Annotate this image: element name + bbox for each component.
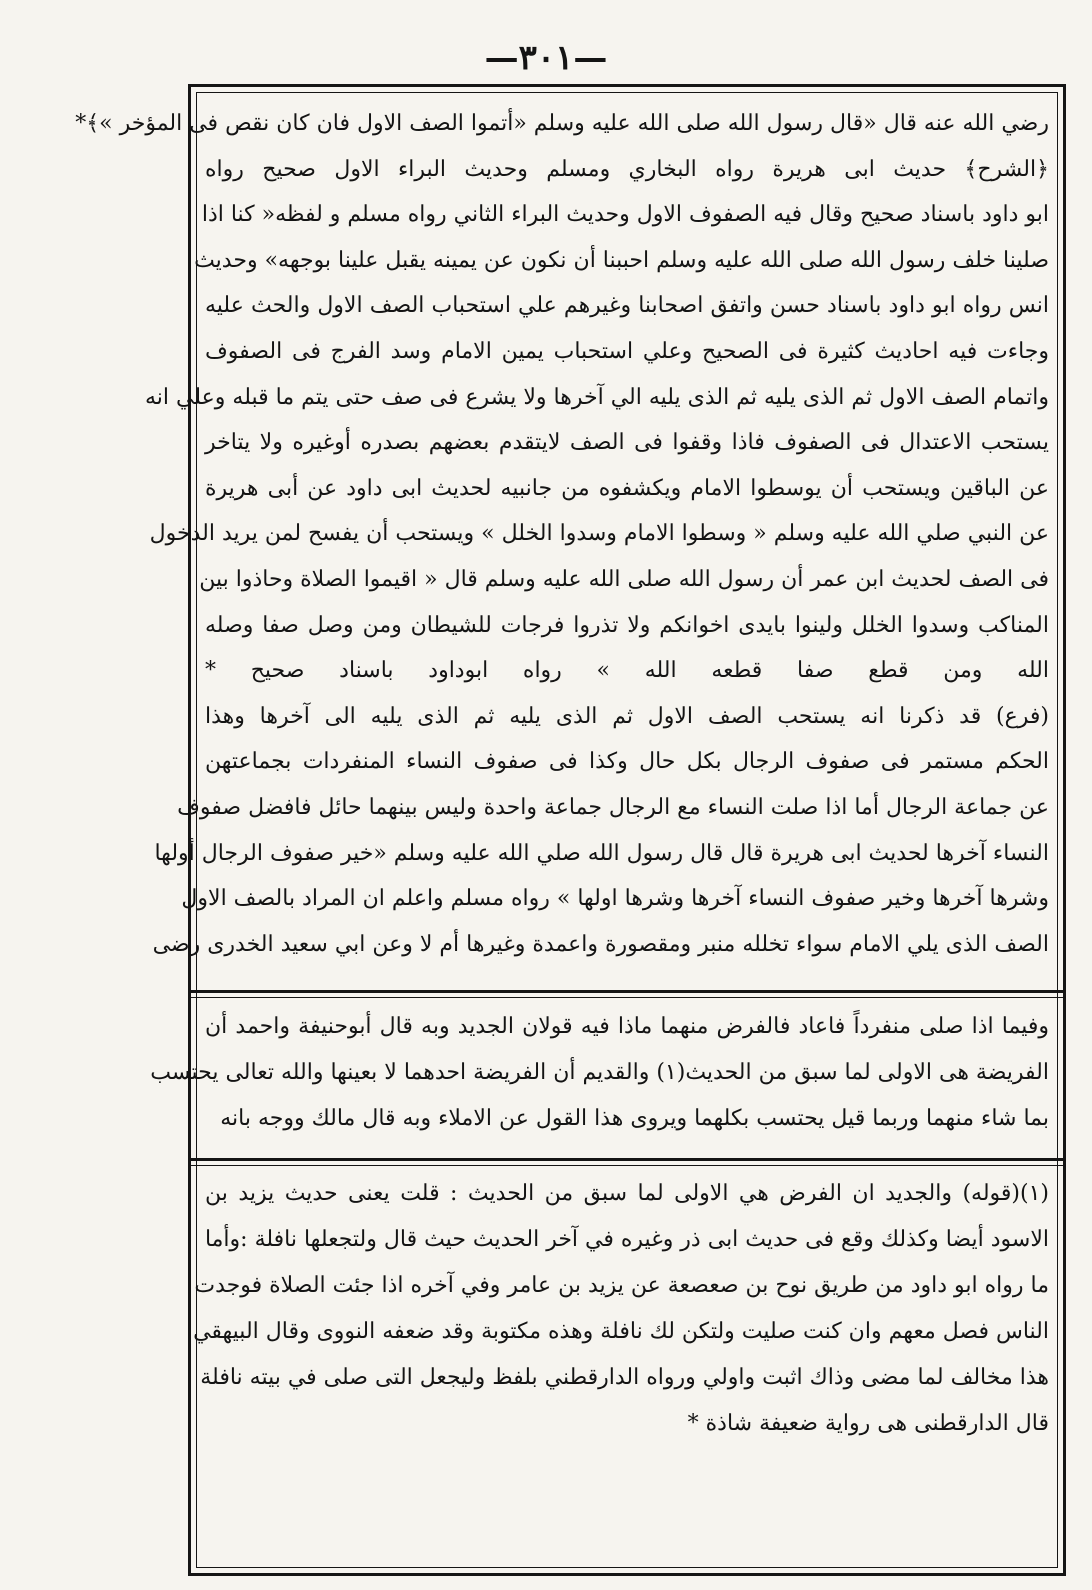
page-number: —٣٠١—	[484, 38, 608, 78]
main-text-line: يستحب الاعتدال فى الصفوف فاذا وقفوا فى الصف لايتقدم بعضهم بصدره أوغيره ولا يتاخر	[205, 430, 1049, 456]
main-text-line: (فرع) قد ذكرنا انه يستحب الصف الاول ثم الذى يليه ثم الذى يليه الى آخرها وهذا	[205, 703, 1049, 729]
footnote-line: (١)(قوله) والجديد ان الفرض هي الاولى لما سبق من الحديث : قلت يعنى حديث يزيد بن	[205, 1181, 1049, 1206]
footnote-line: الناس فصل معهم وان كنت صليت ولتكن لك نافلة وهذه مكتوبة وقد ضعفه النووى وقال البيهقي	[193, 1319, 1049, 1344]
main-text-line: واتمام الصف الاول ثم الذى يليه ثم الذى يليه الي آخرها ولا يشرع فى صف حتى يتم ما قبله وعلي انه	[145, 384, 1049, 410]
main-text-line: ابو داود باسناد صحيح وقال فيه الصفوف الاول وحديث البراء الثاني رواه مسلم و لفظه« كنا اذا	[201, 202, 1049, 228]
main-text-line: الصف الذى يلي الامام سواء تخلله منبر ومقصورة واعمدة وغيرها أم لا وعن ابي سعيد الخدرى رضى	[152, 931, 1049, 957]
main-text-line: عن جماعة الرجال أما اذا صلت النساء مع الرجال جماعة واحدة وليس بينهما حائل فافضل صفوف	[177, 795, 1049, 820]
main-text-line: وشرها آخرها وخير صفوف النساء آخرها وشرها اولها » رواه مسلم واعلم ان المراد بالصف الاول	[181, 886, 1049, 912]
main-text-line: عن النبي صلي الله عليه وسلم « وسطوا الامام وسدوا الخلل » ويستحب أن يفسح لمن يريد الدخول	[149, 521, 1049, 547]
main-text-line: عن الباقين ويستحب أن يوسطوا الامام ويكشفوه من جانبيه لحديث ابى داود عن أبى هريرة	[205, 475, 1049, 501]
page-frame	[75, 84, 1066, 1576]
main-text-line: صلينا خلف رسول الله صلى الله عليه وسلم احببنا أن نكون عن يمينه يقبل علينا بوجهه» وحديث	[194, 247, 1049, 273]
main-text-line: وجاءت فيه احاديث كثيرة فى الصحيح وعلي استحباب يمين الامام وسد الفرج فى الصفوف	[205, 339, 1049, 364]
main-text-line: فى الصف لحديث ابن عمر أن رسول الله صلى الله عليه وسلم قال « اقيموا الصلاة وحاذوا بين	[199, 567, 1049, 592]
middle-text-line: وفيما اذا صلى منفرداً فاعاد فالفرض منهما ماذا فيه قولان الجديد وبه قال أبوحنيفة واحمد أن	[205, 1014, 1049, 1039]
footnote-line: الاسود أيضا وكذلك وقع فى حديث ابى ذر وغيره في آخر الحديث حيث قال ولتجعلها نافلة :وأما	[204, 1227, 1049, 1252]
main-divider	[191, 990, 1063, 993]
main-text-line: الله ومن قطع صفا قطعه الله » رواه ابوداود باسناد صحيح *	[205, 658, 1049, 684]
main-text-line: رضي الله عنه قال «قال رسول الله صلى الله عليه وسلم «أتموا الصف الاول فان كان نقص فى المؤخر »﴾*	[75, 111, 1049, 136]
main-text-line: المناكب وسدوا الخلل ولينوا بايدى اخوانكم ولا تذروا فرجات للشيطان ومن وصل صفا وصله	[205, 612, 1049, 638]
main-text-line: انس رواه ابو داود باسناد حسن واتفق اصحابنا وغيرهم علي استحباب الصف الاول والحث عليه	[205, 293, 1049, 319]
main-text-line: الحكم مستمر فى صفوف الرجال بكل حال وكذا فى صفوف النساء المنفردات بجماعتهن	[205, 749, 1049, 775]
main-text-line: ﴿الشرح﴾ حديث ابى هريرة رواه البخاري ومسلم وحديث البراء الاول صحيح رواه	[205, 156, 1049, 182]
main-text-line: النساء آخرها لحديث ابى هريرة قال قال رسول الله صلي الله عليه وسلم «خير صفوف الرجال أولها	[154, 840, 1049, 866]
main-divider-thin	[191, 997, 1063, 998]
footnote-line: ما رواه ابو داود من طريق نوح بن صعصعة عن يزيد بن عامر وفي آخره اذا جئت الصلاة فوجدت	[194, 1273, 1049, 1298]
footnote-divider-thin	[191, 1165, 1063, 1166]
footnote-divider	[191, 1158, 1063, 1161]
middle-text-line: بما شاء منهما وربما قيل يحتسب بكلهما ويروى هذا القول عن الاملاء وبه قال مالك ووجه بانه	[220, 1106, 1049, 1131]
middle-text-line: الفريضة هى الاولى لما سبق من الحديث(١) والقديم أن الفريضة احدهما لا بعينها والله تعالى يحتسب	[150, 1060, 1049, 1085]
footnote-line: هذا مخالف لما مضى وذاك اثبت واولي ورواه الدارقطني بلفظ وليجعل التى صلى في بيته نافلة	[200, 1365, 1049, 1390]
footnote-line: قال الدارقطنى هى رواية ضعيفة شاذة *	[687, 1411, 1049, 1436]
